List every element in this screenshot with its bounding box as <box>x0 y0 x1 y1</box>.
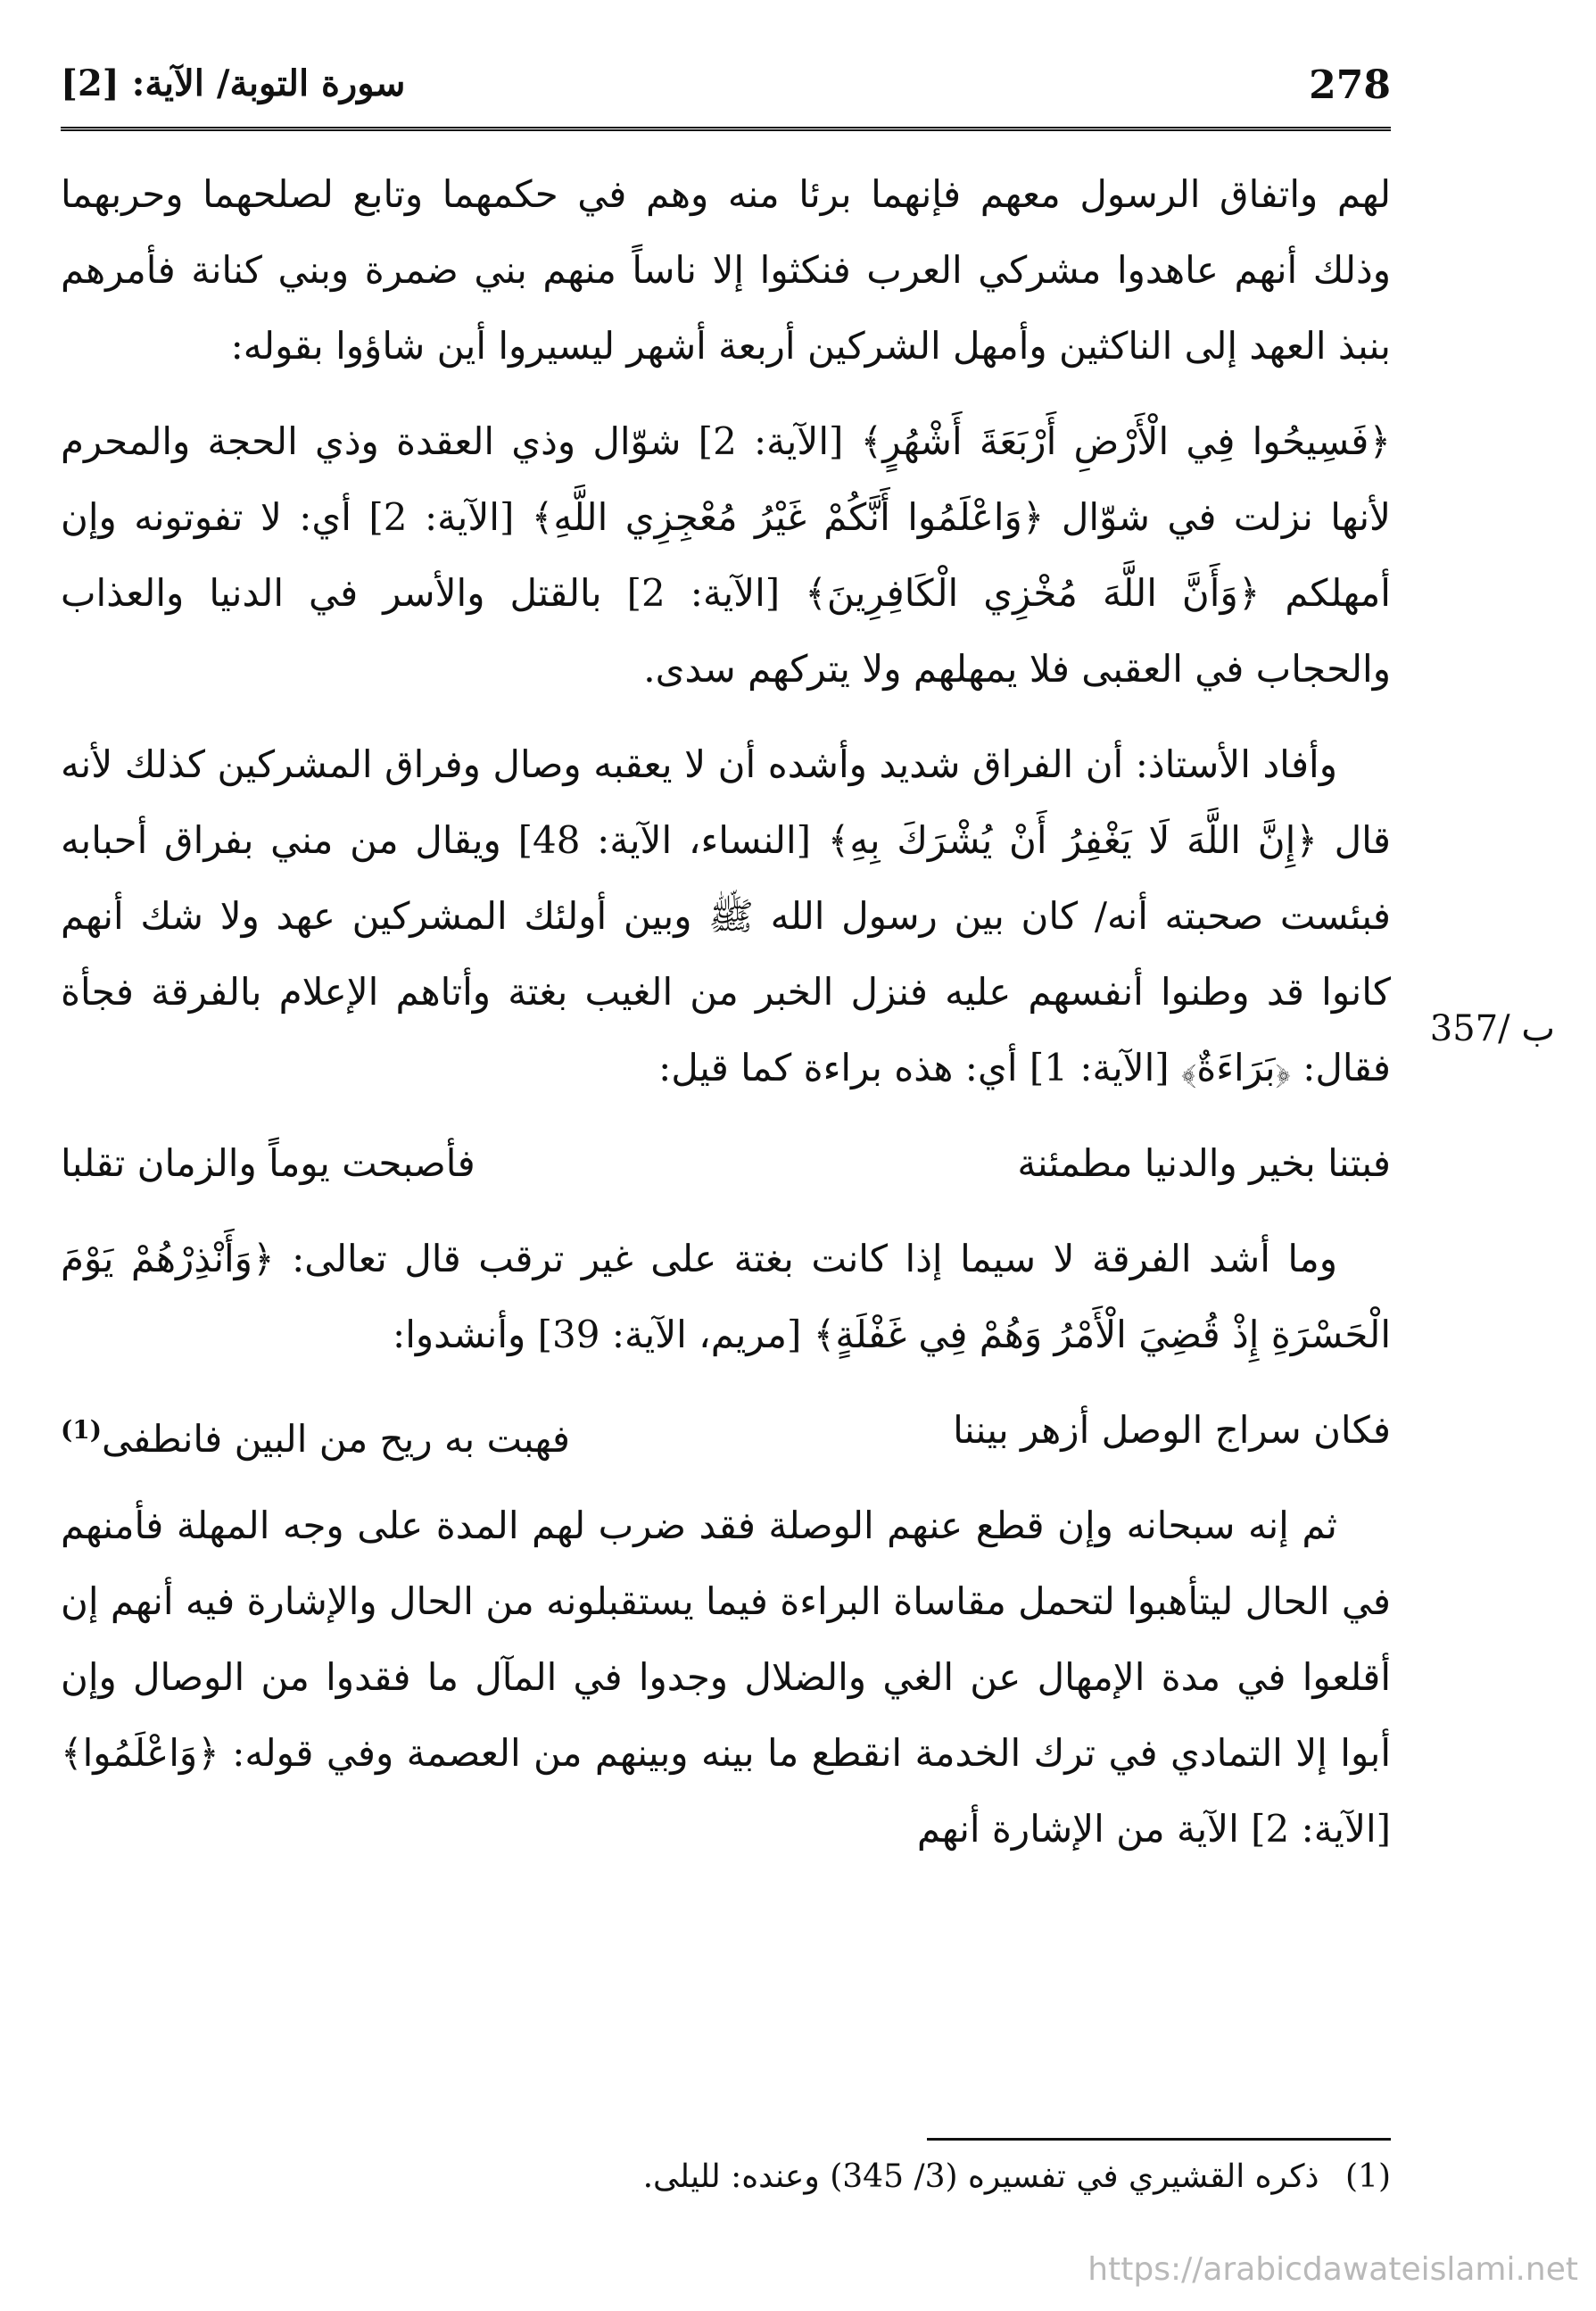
verse-2-second-hemistich <box>61 1392 570 1477</box>
margin-note: 357/ ب <box>1429 1008 1555 1049</box>
footnote <box>61 2150 1391 2204</box>
paragraph-3: وأفاد الأستاذ: أن الفراق شديد وأشده أن لا يعقبه وصال وفراق المشركين كذلك لأنه قال ﴿إِنَّ اللَّهَ لَا يَغْفِرُ أَنْ يُشْرَكَ بِهِ﴾ [النساء، الآية: 48] ويقال من مني بفراق أحبابه فبئست صحبته أنه/ كان بين رسول الله ﷺ وبين أولئك المشركين عهد ولا شك أنهم كانوا قد وطنوا أنفسهم عليه فنزل الخبر من الغيب بغتة وأتاهم الإعلام بالفرقة فجأة فقال: ﴿بَرَاءَةٌ﴾ [الآية: 1] أي: هذه براءة كما قيل: <box>61 742 1391 1089</box>
paragraph-2: ﴿فَسِيحُوا فِي الْأَرْضِ أَرْبَعَةَ أَشْهُرٍ﴾ [الآية: 2] شوّال وذي العقدة وذي الحجة والمحرم لأنها نزلت في شوّال ﴿وَاعْلَمُوا أَنَّكُمْ غَيْرُ مُعْجِزِي اللَّهِ﴾ [الآية: 2] أي: لا تفوتونه وإن أمهلكم ﴿وَأَنَّ اللَّهَ مُخْزِي الْكَافِرِينَ﴾ [الآية: 2] بالقتل والأسر في الدنيا والعذاب والحجاب في العقبى فلا يمهلهم ولا يتركهم سدى. <box>61 419 1391 691</box>
verse-1 <box>61 1125 1391 1201</box>
footnote-reference: (1) <box>61 1415 102 1445</box>
verse-1-second-hemistich: فأصبحت يوماً والزمان تقلبا <box>61 1141 475 1185</box>
page-number: 278 <box>1309 62 1391 108</box>
paragraph-5: ثم إنه سبحانه وإن قطع عنهم الوصلة فقد ضرب لهم المدة على وجه المهلة فأمنهم في الحال ليتأهبوا لتحمل مقاساة البراءة فيما يستقبلونه من الحال والإشارة فيه أنهم إن أقلعوا في مدة الإمهال عن الغي والضلال وجدوا في المآل ما فقدوا من الوصال وإن أبوا إلا التمادي في ترك الخدمة انقطع ما بينه وبينهم من العصمة وفي قوله: ﴿وَاعْلَمُوا﴾ [الآية: 2] الآية من الإشارة أنهم <box>61 1503 1391 1851</box>
paragraph-4: وما أشد الفرقة لا سيما إذا كانت بغتة على غير ترقب قال تعالى: ﴿وَأَنْذِرْهُمْ يَوْمَ الْحَسْرَةِ إِذْ قُضِيَ الْأَمْرُ وَهُمْ فِي غَفْلَةٍ﴾ [مريم، الآية: 39] وأنشدوا: <box>61 1237 1391 1356</box>
watermark-url: https://arabicdawateislami.net <box>1087 2251 1578 2288</box>
verse-2-first-hemistich: فكان سراج الوصل أزهر بيننا <box>953 1408 1391 1452</box>
verse-1-first-hemistich: فبتنا بخير والدنيا مطمئنة <box>1017 1141 1391 1185</box>
paragraph-1: لهم واتفاق الرسول معهم فإنهما برئا منه وهم في حكمهما وتابع لصلحهما وحربهما وذلك أنهم عاهدوا مشركي العرب فنكثوا إلا ناساً منهم بني ضمرة وبني كنانة فأمرهم بنبذ العهد إلى الناكثين وأمهل الشركين أربعة أشهر ليسيروا أين شاؤوا بقوله: <box>61 172 1391 368</box>
verse-2 <box>61 1392 1391 1468</box>
body-text <box>61 156 1391 1886</box>
page-header <box>61 55 1391 131</box>
verse-2-second-hemistich-text: فهبت به ريح من البين فانطفى <box>101 1417 570 1461</box>
footnote-divider <box>927 2138 1391 2141</box>
running-title: سورة التوبة/ الآية: [2] <box>61 62 406 104</box>
footnote-number: (1) <box>1345 2158 1391 2195</box>
footnote-text: ذكره القشيري في تفسيره (3/ 345) وعنده: لليلى. <box>642 2158 1319 2195</box>
